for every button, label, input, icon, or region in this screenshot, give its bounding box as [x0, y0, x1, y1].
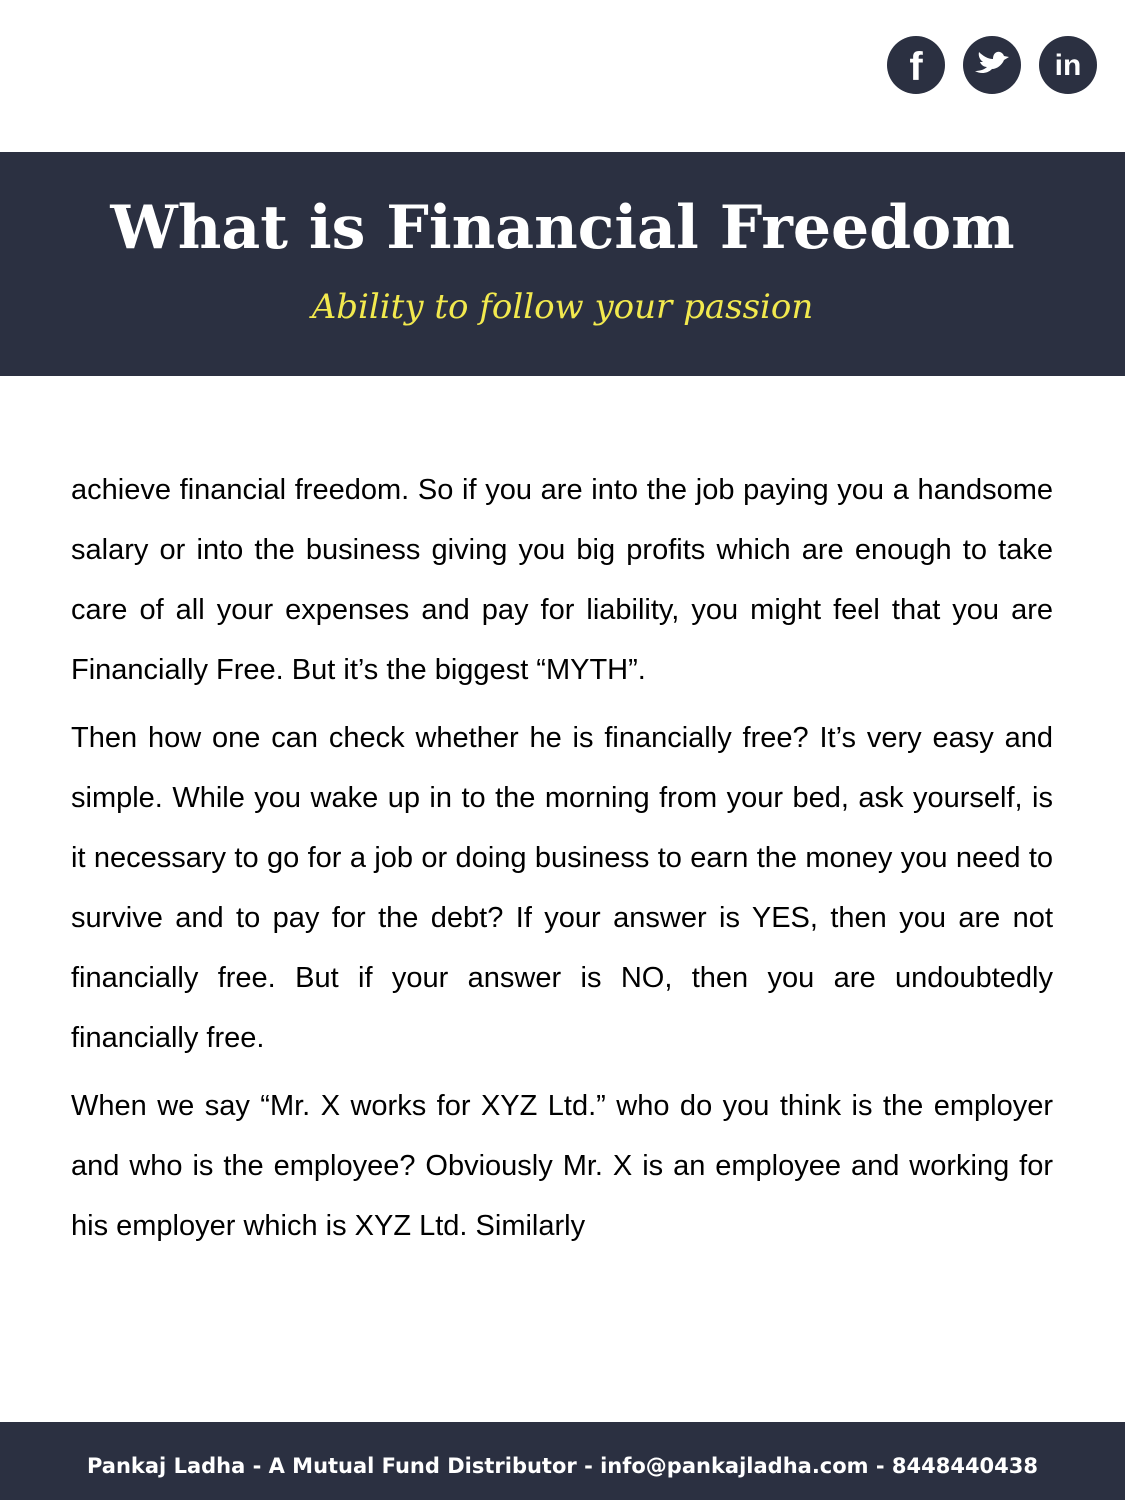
page-title: What is Financial Freedom	[110, 193, 1015, 263]
article-body	[71, 460, 1053, 1264]
facebook-glyph: f	[909, 45, 923, 89]
social-links	[887, 36, 1097, 94]
paragraph: When we say “Mr. X works for XYZ Ltd.” who do you think is the employer and who is the employee? Obviously Mr. X is an employee and working for his employer which is XYZ Ltd. Similarly	[71, 1090, 1053, 1242]
linkedin-icon[interactable]	[1039, 36, 1097, 94]
paragraph: Then how one can check whether he is financially free? It’s very easy and simple. While you wake up in to the morning from your bed, ask yourself, is it necessary to go for a job or doing business to earn the money you need to survive and to pay for the debt? If your answer is YES, then you are not financially free. But if your answer is NO, then you are undoubtedly financially free.	[71, 722, 1053, 1054]
facebook-icon[interactable]	[887, 36, 945, 94]
linkedin-glyph: in	[1054, 49, 1082, 82]
footer-contact: Pankaj Ladha - A Mutual Fund Distributor - info@pankajladha.com - 8448440438	[86, 1454, 1039, 1478]
twitter-icon[interactable]	[963, 36, 1021, 94]
page-subtitle: Ability to follow your passion	[311, 287, 814, 327]
paragraph: achieve financial freedom. So if you are into the job paying you a handsome salary or into the business giving you big profits which are enough to take care of all your expenses and pay for liability, you might feel that you are Financially Free. But it’s the biggest “MYTH”.	[71, 474, 1053, 686]
